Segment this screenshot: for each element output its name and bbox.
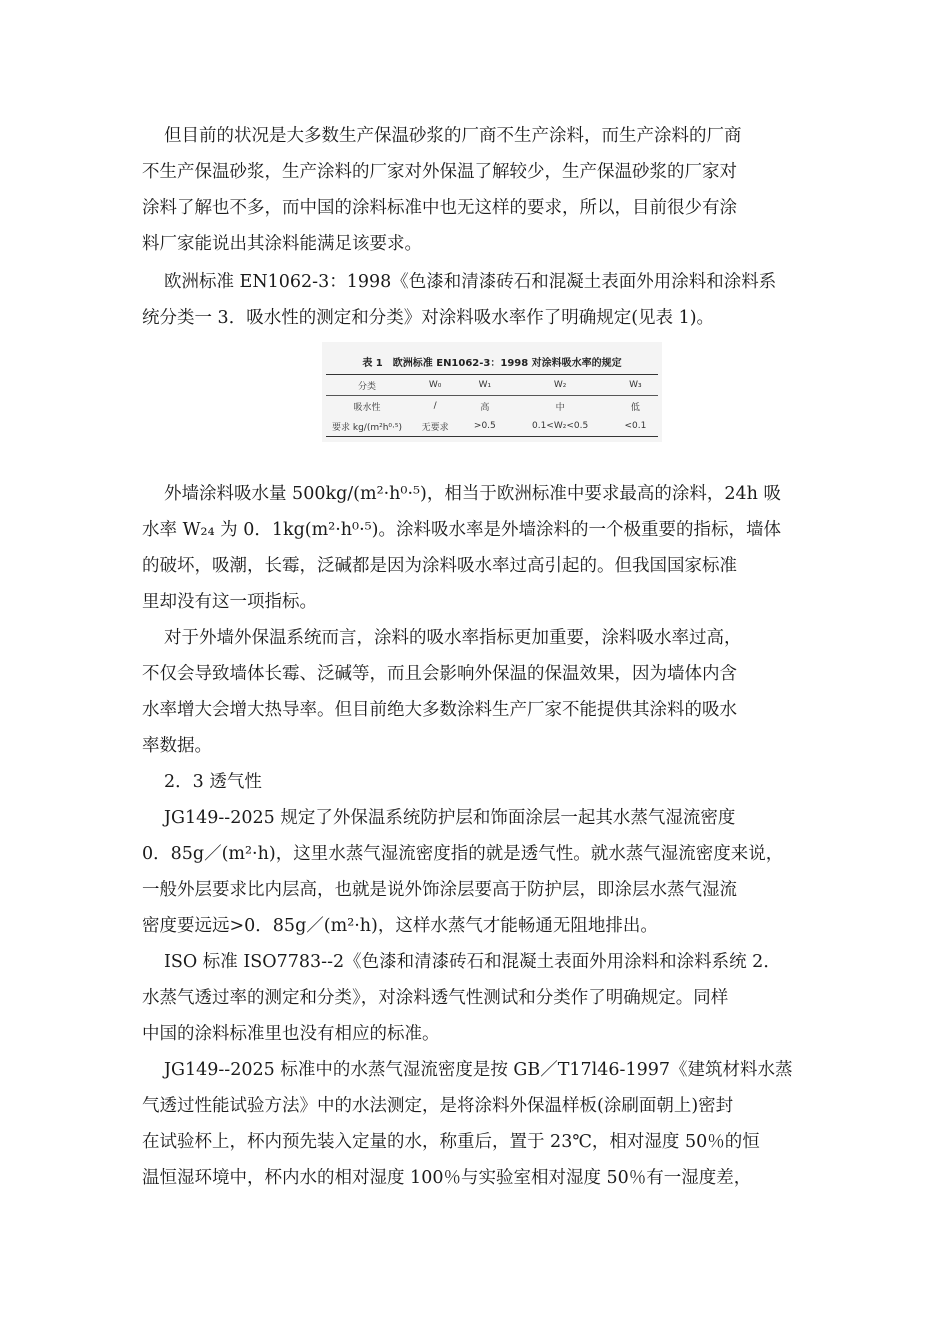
- text-line: 水蒸气透过率的测定和分类》，对涂料透气性测试和分类作了明确规定。同样: [142, 988, 729, 1008]
- text-line: 外墙涂料吸水量 500kg/(m²·h⁰·⁵)，相当于欧洲标准中要求最高的涂料，24h 吸: [164, 484, 781, 504]
- table-header-cell: 分类: [357, 381, 376, 392]
- text-line: 欧洲标准 EN1062-3：1998《色漆和清漆砖石和混凝土表面外用涂料和涂料系: [164, 272, 777, 292]
- table-header-cell: W₂: [553, 380, 567, 390]
- text-line: 里却没有这一项指标。: [142, 592, 317, 612]
- table-row: [326, 416, 658, 437]
- table-1-figure: [322, 342, 662, 442]
- text-line: JG149--2025 规定了外保温系统防护层和饰面涂层一起其水蒸气湿流密度: [164, 808, 736, 828]
- section-heading-breathability: [142, 764, 812, 800]
- paragraph-test-method: [142, 1052, 812, 1196]
- table-header-cell: W₁: [478, 380, 492, 390]
- text-line: 水率 W₂₄ 为 0．1kg(m²·h⁰·⁵)。涂料吸水率是外墙涂料的一个极重要的指标，墙体: [142, 520, 781, 540]
- table-cell: 无要求: [421, 422, 449, 433]
- table-cell: 中: [555, 402, 565, 413]
- paragraph-jg149: [142, 800, 812, 944]
- paragraph-iso7783: [142, 944, 812, 1052]
- text-line: 但目前的状况是大多数生产保温砂浆的厂商不生产涂料，而生产涂料的厂商: [164, 126, 742, 146]
- text-line: 在试验杯上，杯内预先装入定量的水，称重后，置于 23℃，相对湿度 50％的恒: [142, 1132, 760, 1152]
- text-line: 涂料了解也不多，而中国的涂料标准中也无这样的要求，所以，目前很少有涂: [142, 198, 737, 218]
- text-line: 不生产保温砂浆，生产涂料的厂家对外保温了解较少，生产保温砂浆的厂家对: [142, 162, 737, 182]
- table-cell: 低: [630, 402, 640, 413]
- table-cell: 高: [480, 402, 490, 413]
- text-line: 温恒湿环境中，杯内水的相对湿度 100％与实验室相对湿度 50％有一湿度差，: [142, 1168, 752, 1188]
- text-line: JG149--2025 标准中的水蒸气湿流密度是按 GB／T17l46-1997《建筑材料水蒸: [164, 1060, 793, 1080]
- paragraph-coating-status: [142, 118, 812, 262]
- text-line: ISO 标准 ISO7783--2《色漆和清漆砖石和混凝土表面外用涂料和涂料系统 2．: [164, 952, 781, 972]
- paragraph-insulation-system: [142, 620, 812, 764]
- text-line: 水率增大会增大热导率。但目前绝大多数涂料生产厂家不能提供其涂料的吸水: [142, 700, 737, 720]
- text-line: 料厂家能说出其涂料能满足该要求。: [142, 234, 422, 254]
- text-line: 中国的涂料标准里也没有相应的标准。: [142, 1024, 440, 1044]
- paragraph-en1062: [142, 264, 812, 336]
- text-line: 密度要远远>0．85g／(m²·h)，这样水蒸气才能畅通无阻地排出。: [142, 916, 658, 936]
- table-cell: <0.1: [624, 421, 647, 431]
- table-header-cell: W₀: [428, 380, 442, 390]
- paragraph-exterior-coating: [142, 476, 812, 620]
- table-header-cell: W₃: [629, 380, 642, 390]
- text-line: 对于外墙外保温系统而言，涂料的吸水率指标更加重要，涂料吸水率过高，: [164, 628, 742, 648]
- table-cell: /: [433, 401, 437, 411]
- text-line: 一般外层要求比内层高，也就是说外饰涂层要高于防护层，即涂层水蒸气湿流: [142, 880, 737, 900]
- text-line: 统分类一 3．吸水性的测定和分类》对涂料吸水率作了明确规定(见表 1)。: [142, 308, 715, 328]
- table-row: [326, 396, 658, 417]
- table-header-row: [326, 375, 658, 396]
- text-line: 气透过性能试验方法》中的水法测定，是将涂料外保温样板(涂刷面朝上)密封: [142, 1096, 734, 1116]
- table-cell: >0.5: [473, 421, 496, 431]
- table-cell: 0.1<W₂<0.5: [531, 421, 589, 431]
- table-caption: 表 1 欧洲标准 EN1062-3：1998 对涂料吸水率的规定: [362, 358, 622, 369]
- table-cell: 要求 kg/(m²h⁰·⁵): [332, 422, 402, 433]
- text-line: 的破坏，吸潮，长霉，泛碱都是因为涂料吸水率过高引起的。但我国国家标准: [142, 556, 737, 576]
- text-line: 0．85g／(m²·h)，这里水蒸气湿流密度指的就是透气性。就水蒸气湿流密度来说，: [142, 844, 784, 864]
- text-line: 2．3 透气性: [164, 772, 262, 792]
- text-line: 不仅会导致墙体长霉、泛碱等，而且会影响外保温的保温效果，因为墙体内含: [142, 664, 737, 684]
- water-absorption-table: [326, 374, 658, 437]
- table-cell: 吸水性: [353, 402, 381, 413]
- text-line: 率数据。: [142, 736, 212, 756]
